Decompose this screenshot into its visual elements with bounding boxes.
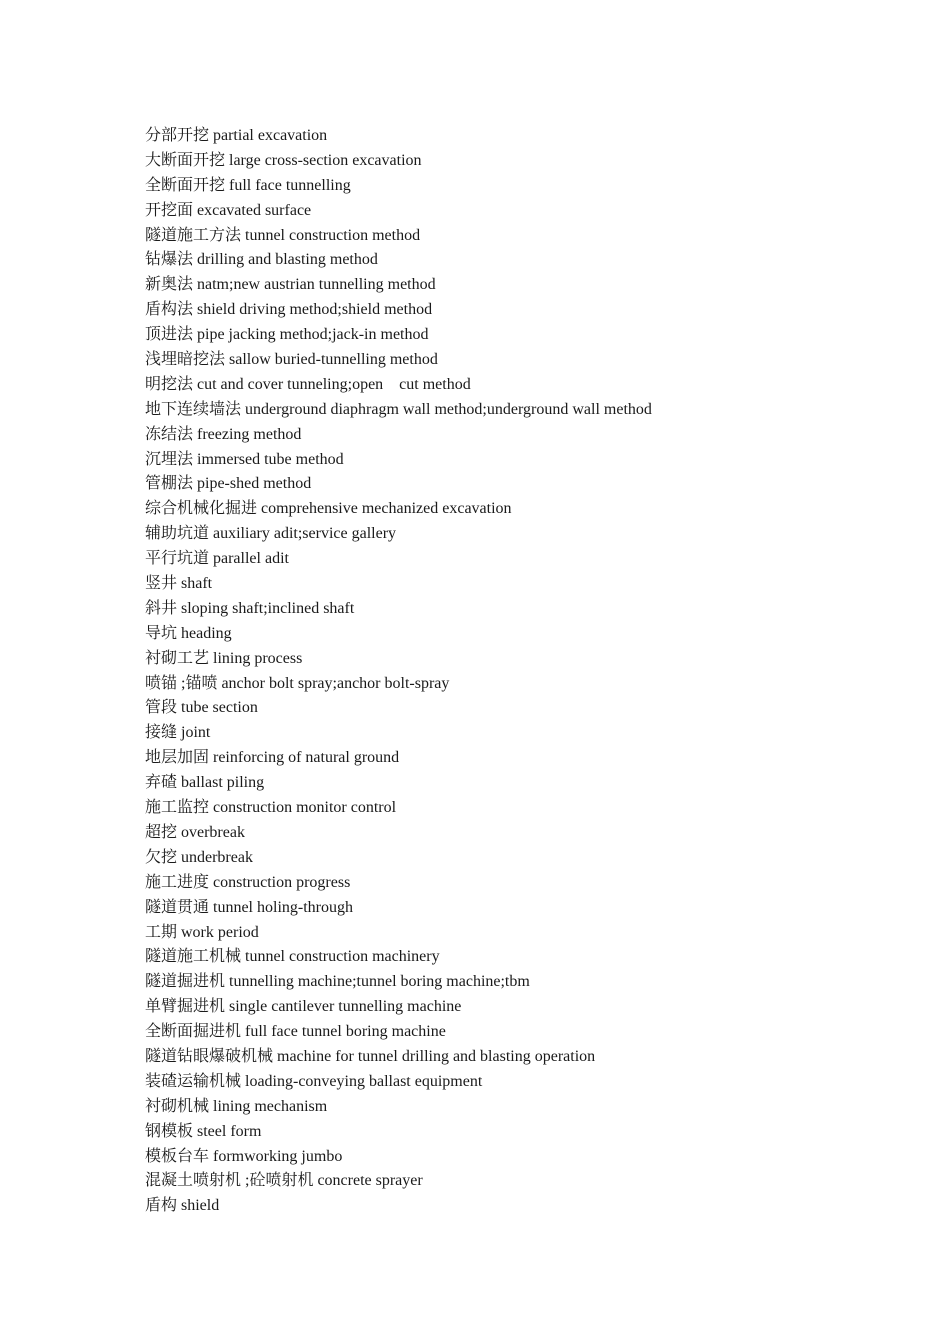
term-line: 冻结法 freezing method bbox=[145, 425, 302, 443]
term-line: 衬砌工艺 lining process bbox=[145, 649, 303, 667]
term-line: 地下连续墙法 underground diaphragm wall method;underground wall method bbox=[145, 400, 652, 418]
term-line: 装碴运输机械 loading-conveying ballast equipment bbox=[145, 1072, 483, 1090]
term-line: 新奥法 natm;new austrian tunnelling method bbox=[145, 276, 436, 294]
term-line: 管段 tube section bbox=[145, 699, 258, 717]
term-line: 沉埋法 immersed tube method bbox=[145, 450, 344, 468]
term-line: 混凝土喷射机 ;砼喷射机 concrete sprayer bbox=[145, 1172, 423, 1190]
term-line: 分部开挖 partial excavation bbox=[145, 127, 328, 144]
term-line: 导坑 heading bbox=[145, 624, 232, 642]
term-line: 盾构法 shield driving method;shield method bbox=[145, 301, 433, 319]
term-line: 衬砌机械 lining mechanism bbox=[145, 1097, 328, 1115]
term-line: 斜井 sloping shaft;inclined shaft bbox=[145, 599, 355, 617]
term-line: 欠挖 underbreak bbox=[145, 848, 253, 866]
term-line: 管棚法 pipe-shed method bbox=[145, 475, 312, 493]
term-line: 地层加固 reinforcing of natural ground bbox=[145, 749, 400, 767]
term-line: 接缝 joint bbox=[145, 724, 211, 742]
term-line: 浅埋暗挖法 sallow buried-tunnelling method bbox=[145, 351, 438, 369]
term-line: 隧道施工机械 tunnel construction machinery bbox=[145, 948, 440, 966]
term-line: 综合机械化掘进 comprehensive mechanized excavation bbox=[145, 500, 512, 518]
term-line: 辅助坑道 auxiliary adit;service gallery bbox=[145, 525, 397, 543]
term-line: 施工进度 construction progress bbox=[145, 873, 351, 891]
term-line: 开挖面 excavated surface bbox=[145, 201, 312, 219]
term-line: 隧道施工方法 tunnel construction method bbox=[145, 226, 421, 244]
term-line: 模板台车 formworking jumbo bbox=[145, 1147, 343, 1165]
term-line: 隧道钻眼爆破机械 machine for tunnel drilling and blasting operation bbox=[145, 1047, 596, 1065]
term-line: 隧道掘进机 tunnelling machine;tunnel boring machine;tbm bbox=[145, 973, 530, 991]
term-line: 竖井 shaft bbox=[145, 575, 213, 593]
term-line: 喷锚 ;锚喷 anchor bolt spray;anchor bolt-spray bbox=[145, 674, 450, 692]
term-line: 工期 work period bbox=[145, 923, 259, 941]
term-line: 单臂掘进机 single cantilever tunnelling machine bbox=[145, 998, 462, 1016]
term-line: 明挖法 cut and cover tunneling;open cut method bbox=[145, 375, 471, 393]
term-line: 大断面开挖 large cross-section excavation bbox=[145, 151, 422, 169]
term-line: 顶进法 pipe jacking method;jack-in method bbox=[145, 326, 429, 344]
term-line: 钻爆法 drilling and blasting method bbox=[145, 251, 378, 269]
term-line: 钢模板 steel form bbox=[145, 1122, 262, 1140]
term-line: 弃碴 ballast piling bbox=[145, 774, 265, 792]
term-line: 全断面开挖 full face tunnelling bbox=[145, 176, 351, 194]
term-line: 盾构 shield bbox=[145, 1197, 220, 1215]
term-list bbox=[145, 124, 652, 1219]
term-line: 隧道贯通 tunnel holing-through bbox=[145, 898, 353, 916]
term-line: 平行坑道 parallel adit bbox=[145, 550, 289, 568]
term-line: 全断面掘进机 full face tunnel boring machine bbox=[145, 1023, 446, 1041]
term-line: 超挖 overbreak bbox=[145, 823, 245, 841]
term-line: 施工监控 construction monitor control bbox=[145, 799, 397, 817]
